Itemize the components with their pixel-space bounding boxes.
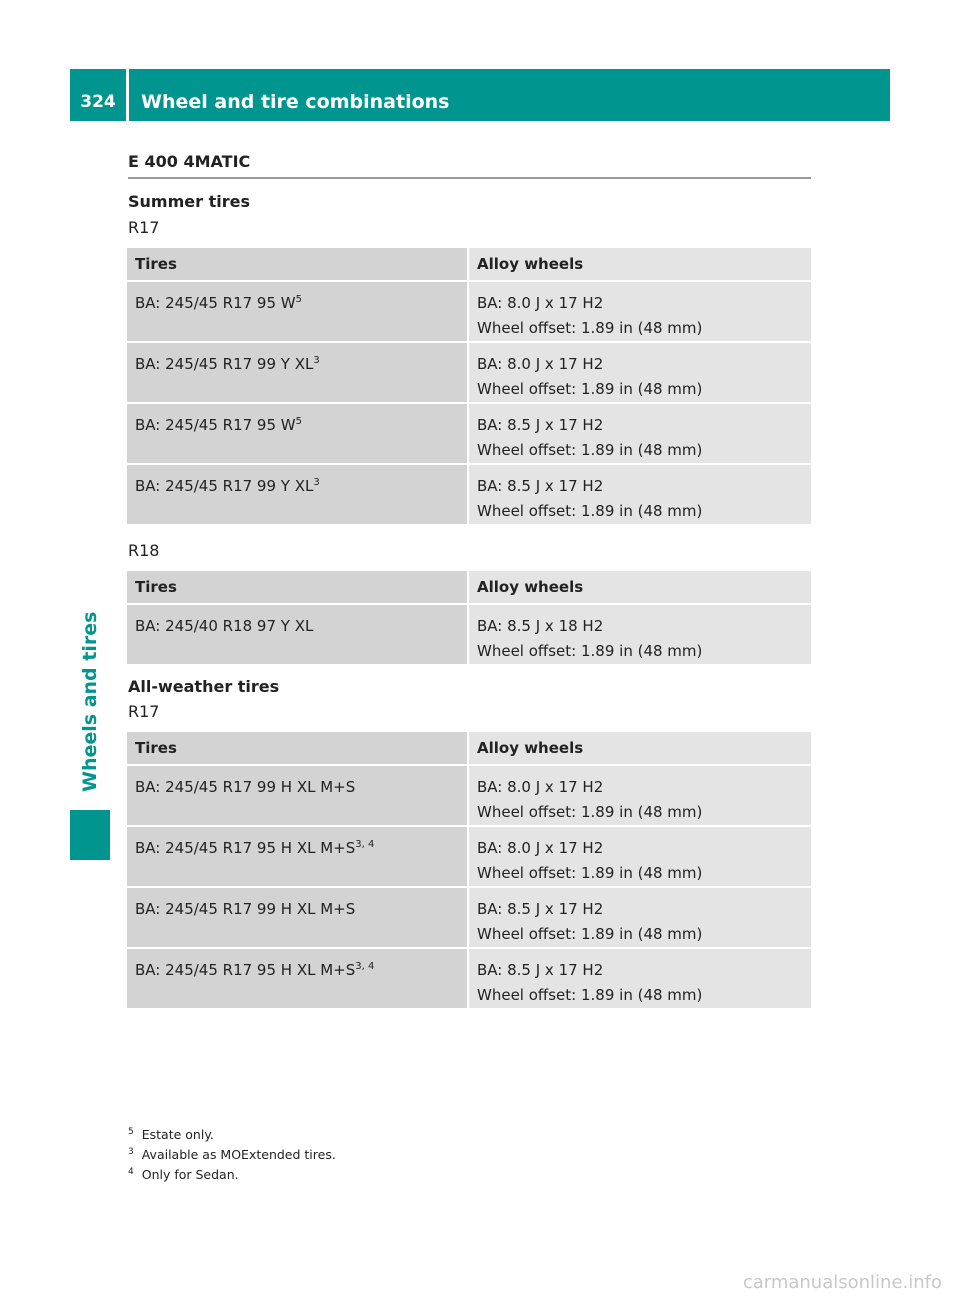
column-header-tires: Tires xyxy=(127,248,468,281)
wheel-offset: Wheel offset: 1.89 in (48 mm) xyxy=(477,380,703,398)
table-summer-r17 xyxy=(127,248,811,524)
tire-cell xyxy=(127,281,468,342)
table-row xyxy=(127,948,811,1008)
wheel-cell xyxy=(468,464,811,524)
table-row xyxy=(127,765,811,826)
tire-cell xyxy=(127,342,468,403)
wheel-size: BA: 8.0 J x 17 H2 xyxy=(477,355,604,373)
section-aw-r17: R17 xyxy=(128,702,160,721)
column-header-tires: Tires xyxy=(127,732,468,765)
table-summer-r18 xyxy=(127,571,811,664)
table-row xyxy=(127,464,811,524)
wheel-offset: Wheel offset: 1.89 in (48 mm) xyxy=(477,441,703,459)
wheel-size: BA: 8.5 J x 18 H2 xyxy=(477,617,604,635)
wheel-cell xyxy=(468,403,811,464)
section-all-weather-tires: All-weather tires xyxy=(128,677,280,696)
wheel-cell xyxy=(468,281,811,342)
section-r17: R17 xyxy=(128,218,160,237)
tire-cell xyxy=(127,604,468,664)
tire-size: BA: 245/45 R17 95 W xyxy=(135,416,296,434)
wheel-offset: Wheel offset: 1.89 in (48 mm) xyxy=(477,502,703,520)
side-tab-label: Wheels and tires xyxy=(79,612,101,793)
side-tab-marker xyxy=(70,810,110,860)
tire-cell xyxy=(127,887,468,948)
page-title: Wheel and tire combinations xyxy=(141,91,450,113)
tire-size: BA: 245/45 R17 99 Y XL xyxy=(135,477,314,495)
wheel-size: BA: 8.5 J x 17 H2 xyxy=(477,961,604,979)
footnote-mark: 4 xyxy=(128,1166,134,1177)
footnote-mark: 5 xyxy=(128,1126,134,1137)
wheel-offset: Wheel offset: 1.89 in (48 mm) xyxy=(477,925,703,943)
footnote-ref: 5 xyxy=(295,416,302,427)
footnote-ref: 3 xyxy=(313,355,320,366)
tire-size: BA: 245/45 R17 99 Y XL xyxy=(135,355,314,373)
header-divider xyxy=(126,69,129,121)
section-r18: R18 xyxy=(128,541,160,560)
tire-cell xyxy=(127,403,468,464)
wheel-size: BA: 8.0 J x 17 H2 xyxy=(477,839,604,857)
footnote-text: Available as MOExtended tires. xyxy=(141,1147,336,1162)
footnotes xyxy=(128,1125,336,1185)
table-row xyxy=(127,342,811,403)
wheel-cell xyxy=(468,887,811,948)
table-allweather-r17 xyxy=(127,732,811,1008)
wheel-offset: Wheel offset: 1.89 in (48 mm) xyxy=(477,642,703,660)
tire-cell xyxy=(127,948,468,1008)
wheel-cell xyxy=(468,604,811,664)
watermark: carmanualsonline.info xyxy=(742,1272,942,1293)
wheel-cell xyxy=(468,765,811,826)
tire-size: BA: 245/45 R17 99 H XL M+S xyxy=(135,778,356,796)
footnote-ref: 3, 4 xyxy=(355,961,375,972)
wheel-size: BA: 8.0 J x 17 H2 xyxy=(477,778,604,796)
wheel-cell xyxy=(468,342,811,403)
wheel-size: BA: 8.5 J x 17 H2 xyxy=(477,477,604,495)
model-heading: E 400 4MATIC xyxy=(128,152,251,171)
wheel-offset: Wheel offset: 1.89 in (48 mm) xyxy=(477,986,703,1004)
table-row xyxy=(127,281,811,342)
table-row xyxy=(127,826,811,887)
wheel-cell xyxy=(468,948,811,1008)
tire-cell xyxy=(127,464,468,524)
section-summer-tires: Summer tires xyxy=(128,192,250,211)
footnote-text: Estate only. xyxy=(141,1127,214,1142)
tire-cell xyxy=(127,765,468,826)
footnote xyxy=(128,1125,336,1145)
tire-size: BA: 245/45 R17 99 H XL M+S xyxy=(135,900,356,918)
tire-size: BA: 245/45 R17 95 W xyxy=(135,294,296,312)
wheel-size: BA: 8.0 J x 17 H2 xyxy=(477,294,604,312)
page-number: 324 xyxy=(80,92,116,112)
tire-cell xyxy=(127,826,468,887)
column-header-alloy-wheels: Alloy wheels xyxy=(468,248,811,281)
wheel-offset: Wheel offset: 1.89 in (48 mm) xyxy=(477,803,703,821)
tire-size: BA: 245/45 R17 95 H XL M+S xyxy=(135,961,356,979)
footnote-ref: 5 xyxy=(295,294,302,305)
footnote-ref: 3, 4 xyxy=(355,839,375,850)
footnote-text: Only for Sedan. xyxy=(141,1167,239,1182)
table-row xyxy=(127,403,811,464)
table-row xyxy=(127,604,811,664)
column-header-alloy-wheels: Alloy wheels xyxy=(468,571,811,604)
footnote-ref: 3 xyxy=(313,477,320,488)
table-row xyxy=(127,887,811,948)
column-header-tires: Tires xyxy=(127,571,468,604)
footnote xyxy=(128,1165,336,1185)
heading-rule xyxy=(128,177,811,179)
tire-size: BA: 245/40 R18 97 Y XL xyxy=(135,617,314,635)
wheel-offset: Wheel offset: 1.89 in (48 mm) xyxy=(477,864,703,882)
footnote-mark: 3 xyxy=(128,1146,134,1157)
footnote xyxy=(128,1145,336,1165)
tire-size: BA: 245/45 R17 95 H XL M+S xyxy=(135,839,356,857)
wheel-cell xyxy=(468,826,811,887)
column-header-alloy-wheels: Alloy wheels xyxy=(468,732,811,765)
wheel-size: BA: 8.5 J x 17 H2 xyxy=(477,900,604,918)
wheel-size: BA: 8.5 J x 17 H2 xyxy=(477,416,604,434)
wheel-offset: Wheel offset: 1.89 in (48 mm) xyxy=(477,319,703,337)
